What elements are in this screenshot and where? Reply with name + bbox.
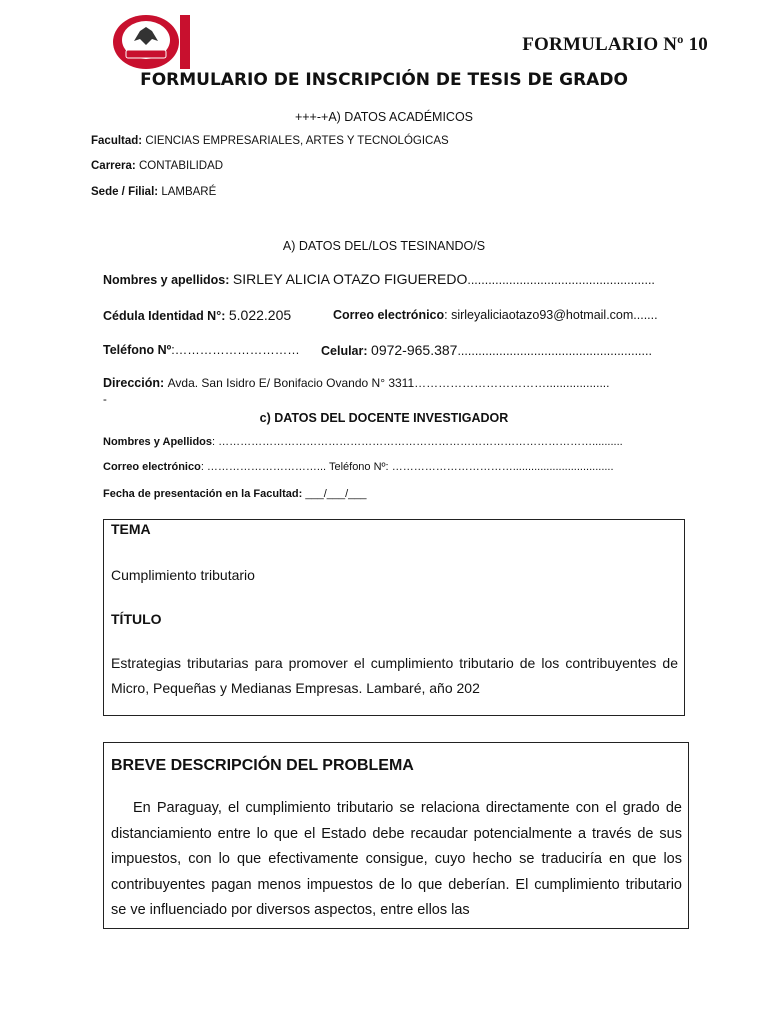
- student-cell-value: 0972-965.387: [371, 342, 458, 358]
- student-address-label: Dirección:: [103, 376, 165, 390]
- student-address-value: Avda. San Isidro E/ Bonifacio Ovando N° 3311……………………………...................: [167, 376, 610, 390]
- submission-date-label: Fecha de presentación en la Facultad:: [103, 488, 303, 500]
- teacher-phone-label: Teléfono Nº:: [328, 461, 389, 473]
- faculty-line: [91, 135, 449, 147]
- form-number: FORMULARIO Nº 10: [522, 34, 708, 55]
- stray-dash: -: [103, 394, 107, 406]
- faculty-label: Facultad:: [91, 135, 143, 147]
- student-cell-dots: ........................................................: [457, 344, 652, 358]
- tema-label: TEMA: [111, 521, 151, 537]
- student-id-line: [103, 307, 291, 323]
- student-cell-label: Celular:: [321, 344, 368, 358]
- career-label: Carrera:: [91, 160, 136, 172]
- student-id-label: Cédula Identidad N°:: [103, 309, 226, 323]
- teacher-name-label: Nombres y Apellidos: [103, 436, 213, 448]
- titulo-label: TÍTULO: [111, 610, 162, 627]
- academic-heading: +++-+A) DATOS ACADÉMICOS: [294, 110, 474, 124]
- student-heading: A) DATOS DEL/LOS TESINANDO/S: [282, 239, 486, 253]
- student-phone-label: Teléfono Nº: [103, 343, 172, 357]
- submission-date-line: [103, 488, 367, 500]
- student-phone-value: :…………………………: [171, 343, 300, 357]
- student-email-line: [333, 308, 658, 322]
- teacher-email-blank: : …………………………...: [200, 461, 327, 473]
- campus-value: LAMBARÉ: [161, 186, 217, 198]
- teacher-phone-blank: …………………………….................................: [391, 461, 614, 473]
- student-name-value: SIRLEY ALICIA OTAZO FIGUEREDO: [232, 271, 468, 287]
- campus-line: [91, 186, 216, 198]
- student-email-value: : sirleyaliciaotazo93@hotmail.com.......: [444, 308, 658, 322]
- topic-box: [103, 519, 685, 716]
- problem-heading: BREVE DESCRIPCIÓN DEL PROBLEMA: [111, 757, 414, 774]
- student-name-dots: ......................................................: [467, 273, 655, 287]
- university-logo: [112, 13, 192, 71]
- submission-date-blank: ___/___/___: [305, 488, 367, 500]
- problem-box: [103, 742, 689, 929]
- faculty-value: CIENCIAS EMPRESARIALES, ARTES Y TECNOLÓGICAS: [145, 135, 449, 147]
- problem-text: En Paraguay, el cumplimiento tributario se relaciona directamente con el grado de distanciamiento entre lo que el Estado debe recaudar potencialmente a través de sus impuestos, con lo que efectivamente consigue, cuyo hecho se traduciría en que los contribuyentes pagan menos impuestos de lo que deberían. El cumplimiento tributario se ve influenciado por diversos aspectos, entre ellos las: [111, 800, 682, 918]
- teacher-name-line: [103, 436, 623, 448]
- teacher-contact-line: [103, 461, 614, 473]
- career-value: CONTABILIDAD: [138, 160, 224, 172]
- student-email-label: Correo electrónico: [333, 308, 445, 322]
- page-title: FORMULARIO DE INSCRIPCIÓN DE TESIS DE GRADO: [140, 70, 628, 90]
- student-cell-line: [321, 342, 652, 358]
- career-line: [91, 160, 223, 172]
- student-name-line: [103, 271, 655, 287]
- titulo-value: Estrategias tributarias para promover el cumplimiento tributario de los contribuyentes de Micro, Pequeñas y Medianas Empresas. Lambaré, año 202: [111, 654, 678, 696]
- student-id-value: 5.022.205: [228, 307, 292, 323]
- student-name-label: Nombres y apellidos:: [103, 273, 230, 287]
- campus-label: Sede / Filial:: [91, 186, 159, 198]
- tema-value: Cumplimiento tributario: [111, 567, 255, 583]
- student-address-line: [103, 376, 609, 390]
- teacher-heading: c) DATOS DEL DOCENTE INVESTIGADOR: [259, 411, 509, 425]
- teacher-name-blank: : …………………………………………………………………………………………..........: [212, 436, 623, 448]
- teacher-email-label: Correo electrónico: [103, 461, 201, 473]
- student-phone-line: [103, 343, 300, 357]
